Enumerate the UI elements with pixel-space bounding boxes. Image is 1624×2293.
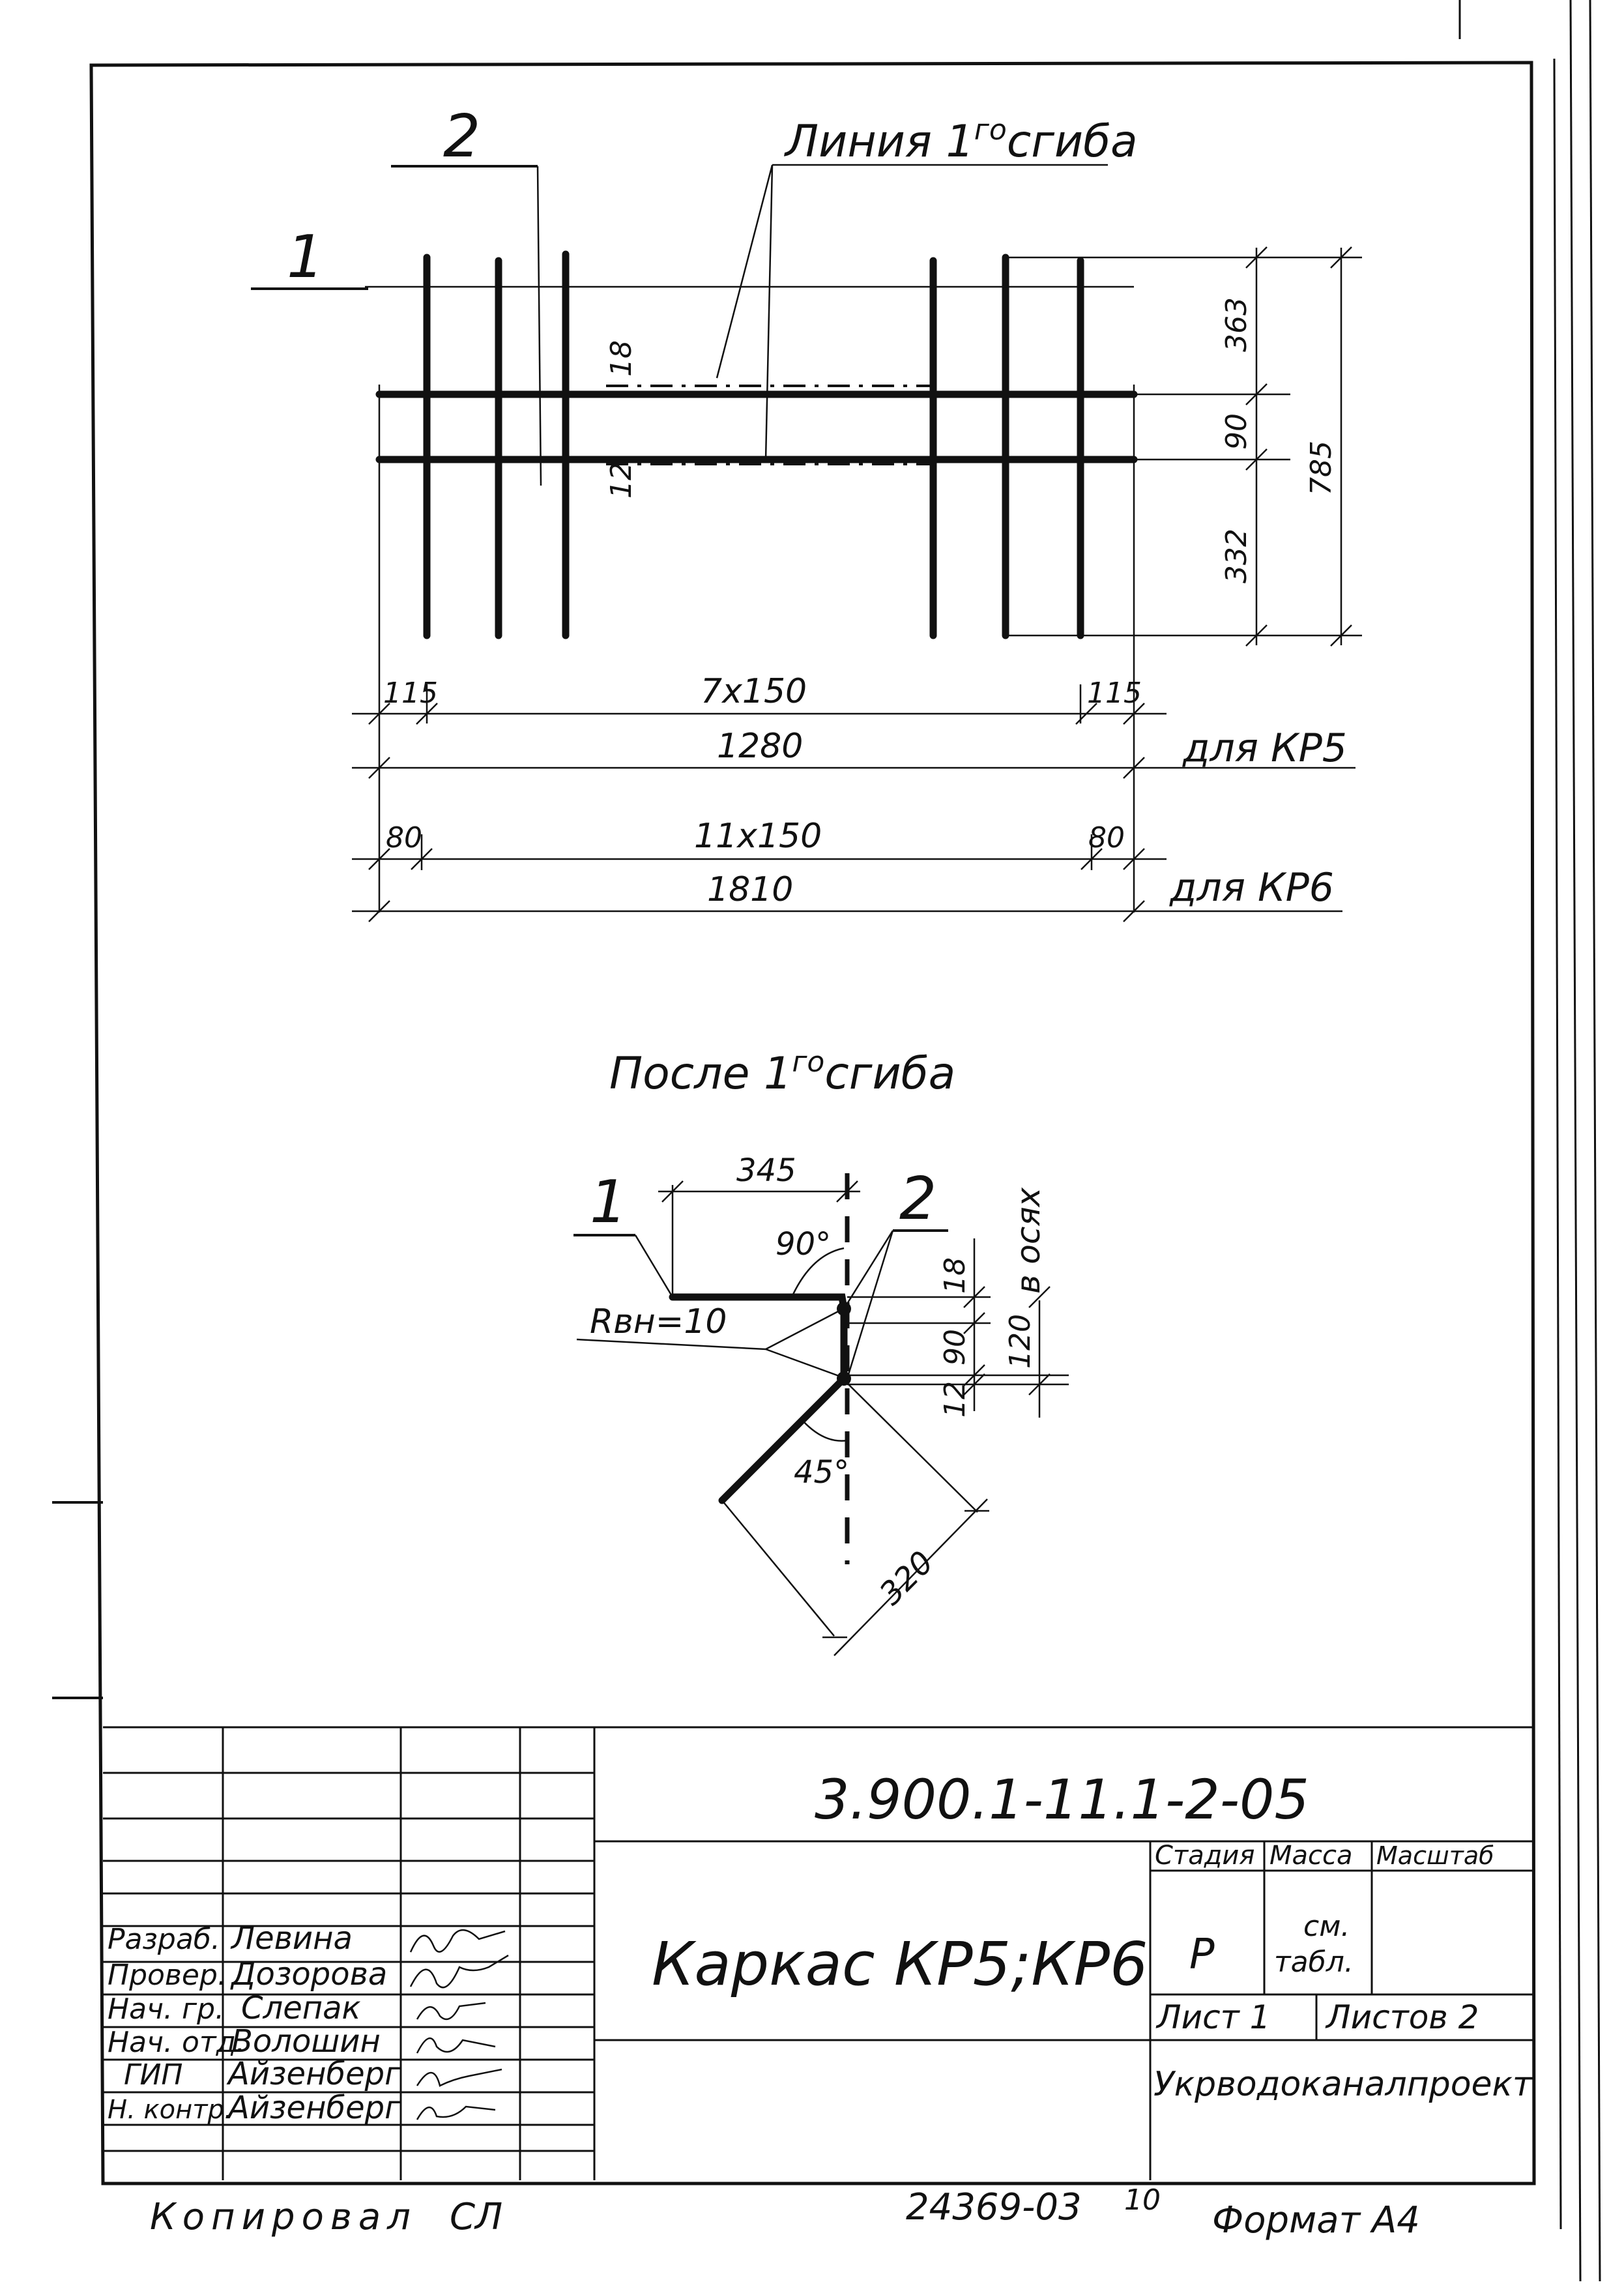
sec-dim-120: 120 <box>1004 1314 1037 1369</box>
paper-format: Формат А4 <box>1212 2199 1420 2242</box>
dim-kp6-for: для КР6 <box>1170 865 1334 911</box>
col-stage-header: Стадия <box>1155 1841 1255 1871</box>
dim-kp5-for: для КР5 <box>1183 725 1347 771</box>
bend-line-label: Линия $1^{го}сгиба$ <box>785 113 1138 168</box>
signer-role: ГИП <box>124 2058 183 2092</box>
sheet-number: Лист 1 <box>1157 1998 1271 2036</box>
order-number: 24369-03 <box>906 2186 1082 2228</box>
dim-18: 18 <box>605 340 638 377</box>
signer-role: Нач. отд. <box>108 2026 245 2059</box>
dim-kp5-total: 1280 <box>717 727 804 766</box>
stage-value: Р <box>1189 1931 1215 1979</box>
dim-12: 12 <box>605 462 638 499</box>
signers-table <box>108 1920 401 2126</box>
signer-role: Н. контр. <box>108 2095 233 2125</box>
signer-name: Дозорова <box>231 1956 388 1993</box>
dim-kp6-edge-left: 80 <box>386 821 422 854</box>
signer-name: Айзенберг <box>228 2056 401 2092</box>
organization: Укрводоканалпроект <box>1153 2065 1533 2104</box>
plan-view <box>251 102 1362 922</box>
col-scale-header: Масштаб <box>1376 1841 1494 1870</box>
sec-callout-1: 1 <box>590 1168 628 1236</box>
order-sheet: 10 <box>1124 2183 1161 2217</box>
title-block <box>103 1727 1534 2180</box>
copied-label: Копировал <box>150 2196 417 2238</box>
sec-callout-2: 2 <box>899 1165 937 1233</box>
mass-value-1: см. <box>1303 1910 1350 1943</box>
signer-name: Айзенберг <box>228 2090 401 2126</box>
signer-name: Слепак <box>241 1990 361 2026</box>
signer-name: Левина <box>231 1920 353 1957</box>
signatures <box>411 1930 508 2120</box>
sec-dim-345: 345 <box>736 1152 796 1189</box>
dim-363: 363 <box>1220 297 1253 352</box>
mass-value-2: табл. <box>1274 1946 1354 1979</box>
dim-kp5-edge-left: 115 <box>383 677 438 710</box>
dim-kp6-edge-right: 80 <box>1088 821 1125 854</box>
dim-kp6-pitch: 11х150 <box>694 817 822 856</box>
document-name: Каркас КР5;КР6 <box>652 1929 1148 1999</box>
document-code: 3.900.1-11.1-2-05 <box>815 1768 1309 1832</box>
sec-angle-90: 90° <box>776 1226 832 1263</box>
dim-kp5-edge-right: 115 <box>1087 677 1142 710</box>
signer-name: Волошин <box>231 2023 381 2060</box>
after-bend-title: После $1^{го}сгиба$ <box>609 1045 956 1100</box>
dim-785: 785 <box>1305 441 1338 495</box>
col-mass-header: Масса <box>1269 1841 1353 1871</box>
sec-dim-12: 12 <box>938 1381 972 1418</box>
sec-dim-18: 18 <box>938 1257 972 1294</box>
signer-role: Разраб. <box>108 1923 220 1956</box>
sec-dim-320: 320 <box>872 1544 941 1613</box>
footer <box>150 2183 1420 2242</box>
sheets-total: Листов 2 <box>1326 1998 1479 2036</box>
sec-angle-45: 45° <box>794 1454 850 1491</box>
copied-sign: СЛ <box>450 2196 503 2238</box>
sec-in-axes: в осях <box>1009 1187 1047 1294</box>
callout-1: 1 <box>287 223 325 291</box>
dim-kp6-total: 1810 <box>707 870 794 909</box>
section-view <box>573 1045 1069 1656</box>
dim-332: 332 <box>1220 529 1253 583</box>
dim-kp5-pitch: 7х150 <box>701 672 807 711</box>
sec-dim-90: 90 <box>938 1329 972 1366</box>
signer-role: Провер. <box>108 1959 227 1992</box>
signer-role: Нач. гр. <box>108 1993 225 2026</box>
callout-2: 2 <box>443 102 481 171</box>
sec-radius: Rвн=10 <box>590 1302 727 1341</box>
dim-90: 90 <box>1220 413 1253 450</box>
